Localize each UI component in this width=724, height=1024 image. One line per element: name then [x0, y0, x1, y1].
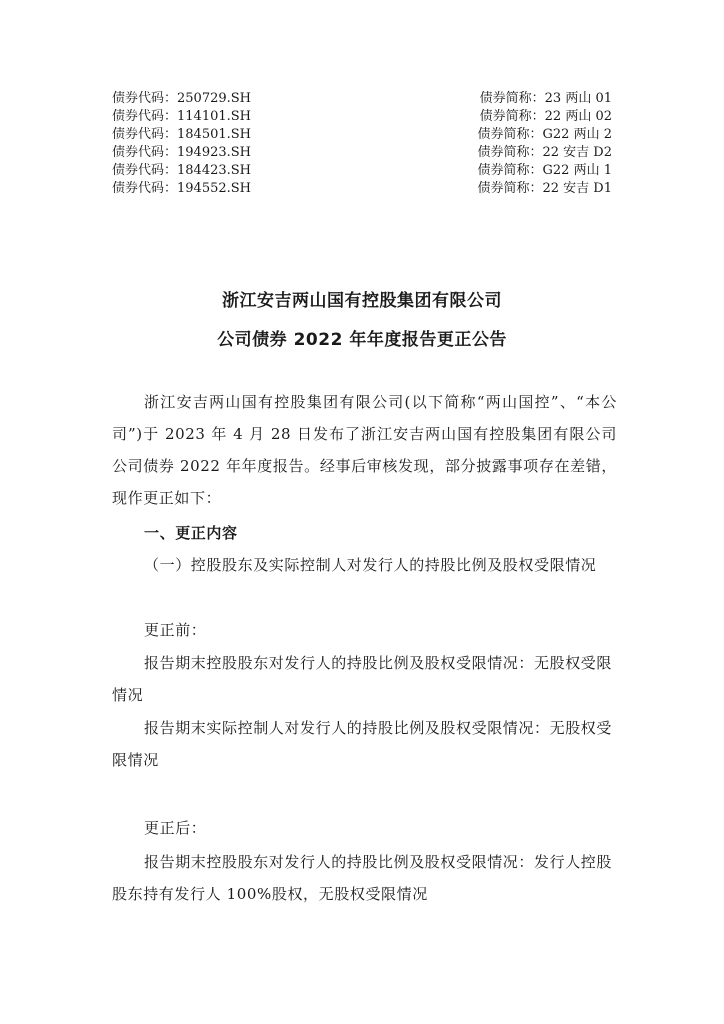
bond-code: 债券代码：194552.SH	[112, 181, 252, 196]
section-heading: 一、更正内容	[144, 524, 238, 542]
announcement-title: 公司债券 2022 年年度报告更正公告	[217, 330, 507, 350]
intro-paragraph: 浙江安吉两山国有控股集团有限公司(以下简称“两山国控”、“本公司”)于 2023 年 4 月 28 日发布了浙江安吉两山国有控股集团有限公司公司债券 2022 年年度报告。经事后审核发现，部分披露事项存在差错，现作更正如下：	[112, 393, 617, 507]
bond-row	[112, 162, 612, 180]
bond-short-name: 债券简称：22 安吉 D1	[477, 181, 612, 196]
bond-code: 债券代码：194923.SH	[112, 145, 252, 160]
before-item-actual-controller: 报告期末实际控制人对发行人的持股比例及股权受限情况：无股权受限情况	[112, 719, 613, 769]
bond-short-name: 债券简称：G22 两山 2	[477, 127, 612, 142]
bond-short-name: 债券简称：22 安吉 D2	[477, 145, 612, 160]
subsection-heading: （一）控股股东及实际控制人对发行人的持股比例及股权受限情况	[144, 556, 597, 574]
bond-short-name: 债券简称：G22 两山 1	[477, 163, 612, 178]
bond-row	[112, 144, 612, 162]
bond-code: 债券代码：250729.SH	[112, 91, 252, 106]
before-correction-label: 更正前：	[144, 621, 207, 639]
bond-code: 债券代码：184423.SH	[112, 163, 252, 178]
bond-code-table	[112, 90, 612, 198]
before-item-controlling-shareholder: 报告期末控股股东对发行人的持股比例及股权受限情况：无股权受限情况	[112, 654, 613, 704]
bond-row	[112, 180, 612, 198]
bond-row	[112, 126, 612, 144]
after-item-controlling-shareholder: 报告期末控股股东对发行人的持股比例及股权受限情况：发行人控股股东持有发行人 100%股权，无股权受限情况	[112, 853, 613, 903]
bond-code: 债券代码：184501.SH	[112, 127, 252, 142]
after-correction-label: 更正后：	[144, 819, 207, 837]
bond-row	[112, 108, 612, 126]
company-title: 浙江安吉两山国有控股集团有限公司	[222, 291, 502, 311]
bond-code: 债券代码：114101.SH	[112, 109, 252, 124]
bond-short-name: 债券简称：22 两山 02	[479, 109, 612, 124]
bond-row	[112, 90, 612, 108]
bond-short-name: 债券简称：23 两山 01	[479, 91, 612, 106]
